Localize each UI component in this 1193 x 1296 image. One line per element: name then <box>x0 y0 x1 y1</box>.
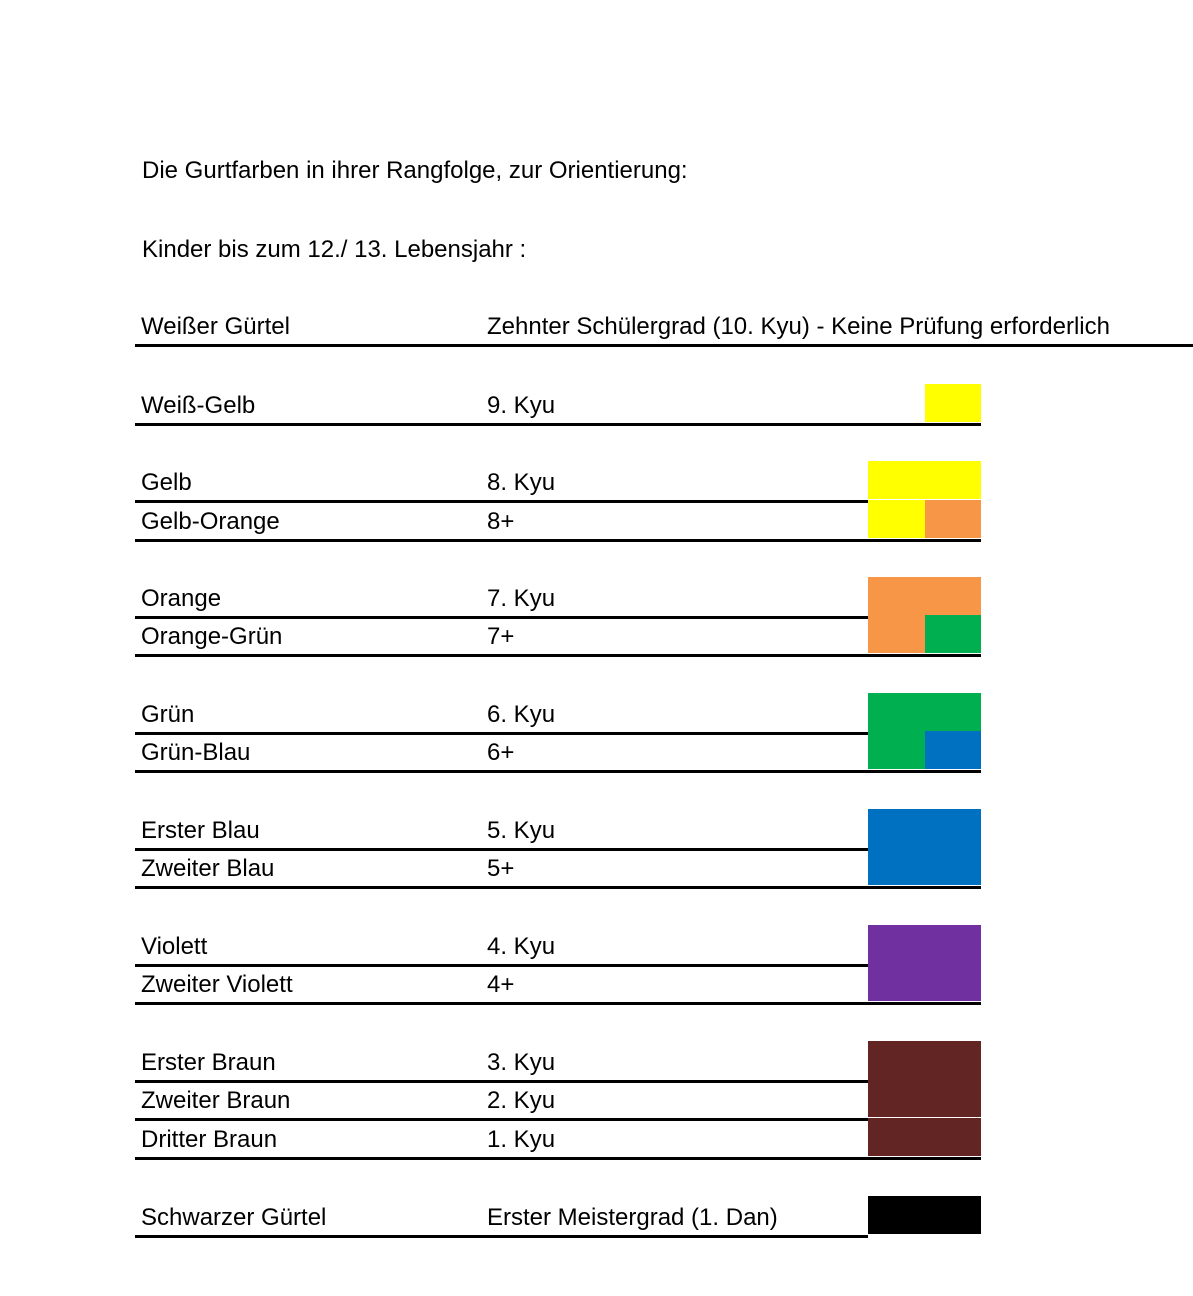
belt-grade: 2. Kyu <box>487 1087 556 1114</box>
belt-name: Weiß-Gelb <box>141 392 256 419</box>
belt-color-swatch <box>868 384 981 422</box>
belt-name: Gelb-Orange <box>141 508 280 535</box>
swatch-left-segment <box>868 1079 925 1117</box>
swatch-left-segment <box>868 847 925 885</box>
belt-color-swatch <box>868 731 981 769</box>
swatch-left-segment <box>868 693 925 731</box>
belt-color-swatch <box>868 693 981 731</box>
intro-heading: Die Gurtfarben in ihrer Rangfolge, zur Orientierung: <box>142 157 688 184</box>
swatch-left-segment <box>868 461 925 499</box>
row-divider <box>135 654 981 657</box>
swatch-left-segment <box>868 963 925 1001</box>
swatch-left-segment <box>868 1196 925 1234</box>
belt-name: Zweiter Blau <box>141 855 275 882</box>
belt-grade: 3. Kyu <box>487 1049 556 1076</box>
belt-color-swatch <box>868 925 981 963</box>
belt-name: Orange-Grün <box>141 623 283 650</box>
belt-name: Orange <box>141 585 222 612</box>
swatch-right-segment <box>925 615 982 653</box>
belt-name: Zweiter Braun <box>141 1087 291 1114</box>
swatch-left-segment <box>868 925 925 963</box>
swatch-right-segment <box>925 963 982 1001</box>
row-divider <box>135 344 1193 347</box>
swatch-left-segment <box>868 809 925 847</box>
swatch-right-segment <box>925 577 982 615</box>
belt-grade: 5+ <box>487 855 515 882</box>
belt-grade: 4. Kyu <box>487 933 556 960</box>
row-divider <box>135 1235 868 1238</box>
belt-name: Dritter Braun <box>141 1126 278 1153</box>
belt-name: Grün <box>141 701 195 728</box>
row-divider <box>135 770 981 773</box>
belt-name: Erster Blau <box>141 817 260 844</box>
belt-name: Weißer Gürtel <box>141 313 290 340</box>
belt-grade: 7+ <box>487 623 515 650</box>
belt-grade: 9. Kyu <box>487 392 556 419</box>
swatch-right-segment <box>925 1041 982 1079</box>
row-divider <box>135 1157 981 1160</box>
swatch-right-segment <box>925 731 982 769</box>
swatch-right-segment <box>925 809 982 847</box>
belt-name: Grün-Blau <box>141 739 251 766</box>
row-divider <box>135 1002 981 1005</box>
row-divider <box>135 423 981 426</box>
belt-color-swatch <box>868 963 981 1001</box>
swatch-right-segment <box>925 693 982 731</box>
row-divider <box>135 1118 981 1121</box>
swatch-left-segment <box>868 1041 925 1079</box>
belt-color-swatch <box>868 500 981 538</box>
row-divider <box>135 964 981 967</box>
belt-grade: Zehnter Schülergrad (10. Kyu) - Keine Prüfung erforderlich <box>487 313 1110 340</box>
belt-color-swatch <box>868 577 981 615</box>
belt-grade: 1. Kyu <box>487 1126 556 1153</box>
belt-grade: 6+ <box>487 739 515 766</box>
row-divider <box>135 500 981 503</box>
swatch-left-segment <box>868 1118 925 1156</box>
row-divider <box>135 886 981 889</box>
belt-name: Violett <box>141 933 208 960</box>
row-divider <box>135 616 981 619</box>
belt-grade: 8+ <box>487 508 515 535</box>
belt-grade: Erster Meistergrad (1. Dan) <box>487 1204 778 1231</box>
swatch-right-segment <box>925 1118 982 1156</box>
belt-name: Zweiter Violett <box>141 971 293 998</box>
swatch-left-segment <box>868 731 925 769</box>
swatch-right-segment <box>925 384 982 422</box>
belt-color-swatch <box>868 1196 981 1234</box>
swatch-left-segment <box>868 384 925 422</box>
belt-grade: 7. Kyu <box>487 585 556 612</box>
row-divider <box>135 1080 981 1083</box>
belt-grade: 6. Kyu <box>487 701 556 728</box>
swatch-right-segment <box>925 500 982 538</box>
belt-name: Erster Braun <box>141 1049 276 1076</box>
swatch-left-segment <box>868 577 925 615</box>
belt-name: Schwarzer Gürtel <box>141 1204 327 1231</box>
belt-color-swatch <box>868 1079 981 1117</box>
row-divider <box>135 732 981 735</box>
belt-color-swatch <box>868 1118 981 1156</box>
belt-color-swatch <box>868 1041 981 1079</box>
belt-color-swatch <box>868 461 981 499</box>
belt-grade: 8. Kyu <box>487 469 556 496</box>
swatch-right-segment <box>925 461 982 499</box>
row-divider <box>135 539 981 542</box>
swatch-right-segment <box>925 1079 982 1117</box>
belt-grade: 5. Kyu <box>487 817 556 844</box>
belt-color-swatch <box>868 615 981 653</box>
belt-grade: 4+ <box>487 971 515 998</box>
swatch-right-segment <box>925 925 982 963</box>
sub-heading: Kinder bis zum 12./ 13. Lebensjahr : <box>142 236 527 263</box>
row-divider <box>135 848 981 851</box>
swatch-left-segment <box>868 500 925 538</box>
belt-color-swatch <box>868 809 981 847</box>
swatch-right-segment <box>925 1196 982 1234</box>
swatch-left-segment <box>868 615 925 653</box>
belt-color-swatch <box>868 847 981 885</box>
swatch-right-segment <box>925 847 982 885</box>
belt-name: Gelb <box>141 469 192 496</box>
